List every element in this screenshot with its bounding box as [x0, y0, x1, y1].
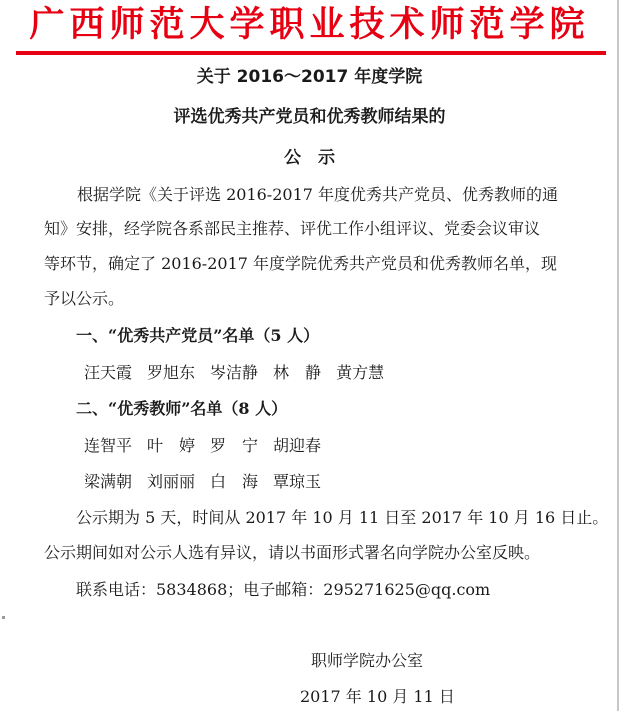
name-entry: 林 静 [273, 363, 322, 382]
body-line-2: 知》安排，经学院各系部民主推荐、评优工作小组评议、党委会议审议 [44, 219, 541, 238]
name-entry: 叶 婷 [147, 436, 196, 455]
body-line-4: 予以公示。 [44, 289, 125, 308]
party-member-names [84, 362, 384, 384]
teacher-names-row-2 [84, 471, 321, 493]
signature-office: 职师学院办公室 [311, 651, 424, 670]
name-entry: 刘丽丽 [147, 472, 196, 491]
name-entry: 罗旭东 [147, 363, 196, 382]
institution-header: 广西师范大学职业技术师范学院 [29, 5, 590, 45]
margin-marker [2, 616, 5, 619]
notice-period: 公示期为 5 天，时间从 2017 年 10 月 11 日至 2017 年 10 月 16 日止。 [76, 508, 609, 527]
header-red-rule [16, 51, 606, 55]
name-entry: 梁满朝 [84, 472, 133, 491]
section-heading-teachers: 二、“优秀教师”名单（8 人） [76, 399, 288, 418]
name-entry: 覃琼玉 [273, 472, 322, 491]
signature-date: 2017 年 10 月 11 日 [300, 687, 455, 706]
name-entry: 罗 宁 [210, 436, 259, 455]
name-entry: 白 海 [210, 472, 259, 491]
name-entry: 连智平 [84, 436, 133, 455]
notice-title-line-2: 评选优秀共产党员和优秀教师结果的 [173, 107, 446, 127]
notice-title-line-3: 公 示 [284, 148, 335, 168]
body-line-3: 等环节，确定了 2016-2017 年度学院优秀共产党员和优秀教师名单，现 [44, 254, 558, 273]
teacher-names-row-1 [84, 435, 321, 457]
body-line-1: 根据学院《关于评选 2016-2017 年度优秀共产党员、优秀教师的通 [77, 185, 559, 204]
section-heading-party-members: 一、“优秀共产党员”名单（5 人） [76, 326, 320, 345]
name-entry: 汪天霞 [84, 363, 133, 382]
objection-instructions: 公示期间如对公示人选有异议，请以书面形式署名向学院办公室反映。 [44, 543, 541, 562]
contact-info: 联系电话：5834868；电子邮箱：295271625@qq.com [76, 580, 491, 599]
notice-title-line-1: 关于 2016～2017 年度学院 [196, 67, 423, 87]
name-entry: 胡迎春 [273, 436, 322, 455]
name-entry: 岑洁静 [210, 363, 259, 382]
name-entry: 黄方慧 [336, 363, 385, 382]
